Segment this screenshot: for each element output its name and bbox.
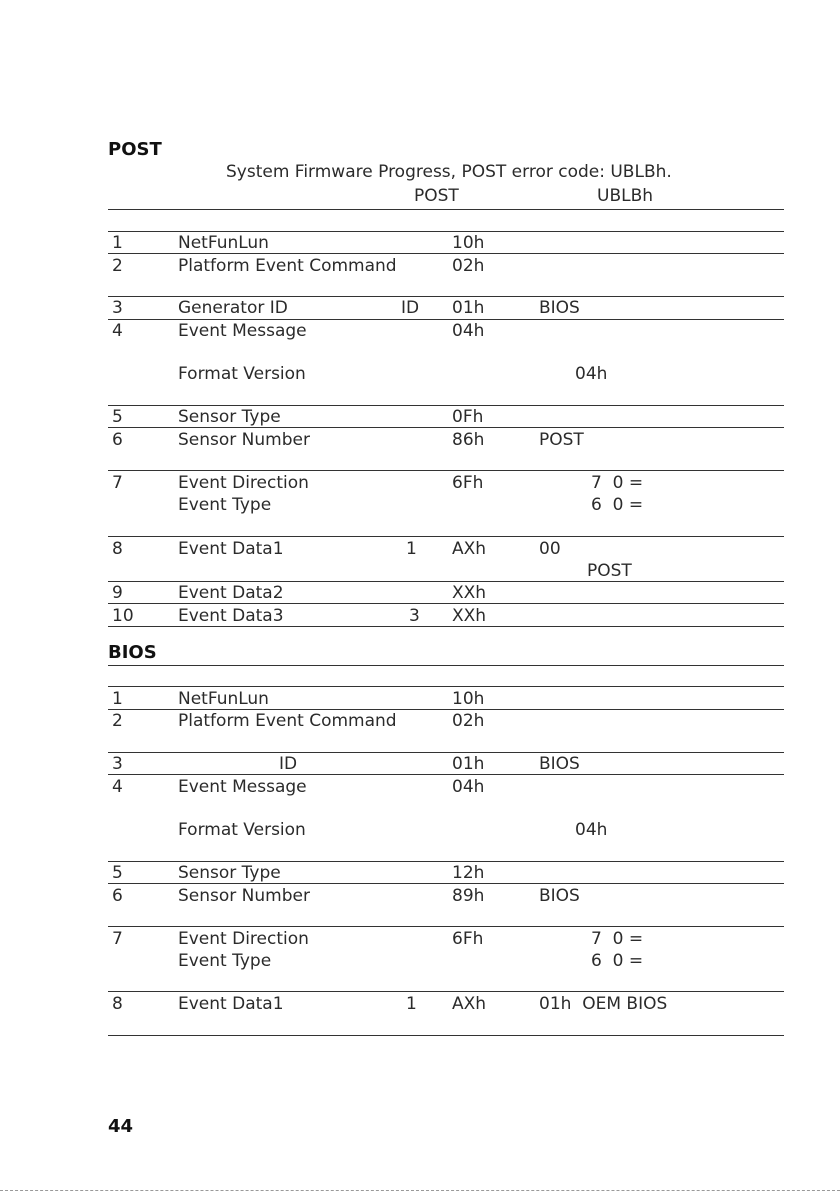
row-byte-label: ID bbox=[401, 298, 420, 318]
row-value: 10h bbox=[452, 233, 485, 253]
row-divider bbox=[108, 581, 784, 582]
row-field-name: Event Data1 bbox=[178, 994, 284, 1014]
row-description: 7 0 = bbox=[591, 473, 644, 493]
row-number: 9 bbox=[112, 583, 123, 603]
row-number: 2 bbox=[112, 256, 123, 276]
row-divider bbox=[108, 991, 784, 992]
row-field-name-extra: Event Type bbox=[178, 951, 272, 971]
row-description-extra: 04h bbox=[575, 820, 608, 840]
row-description-extra: 04h bbox=[575, 364, 608, 384]
post-intro-code: UBLBh bbox=[597, 186, 654, 206]
row-value: XXh bbox=[452, 583, 487, 603]
row-number: 5 bbox=[112, 407, 123, 427]
row-value: 89h bbox=[452, 886, 485, 906]
row-field-name: NetFunLun bbox=[178, 689, 269, 709]
row-description-extra: 6 0 = bbox=[591, 495, 644, 515]
row-value: 86h bbox=[452, 430, 485, 450]
row-value: 02h bbox=[452, 256, 485, 276]
bios-table-header-rule bbox=[108, 686, 784, 687]
row-field-name-extra: Format Version bbox=[178, 820, 306, 840]
row-number: 3 bbox=[112, 298, 123, 318]
row-number: 3 bbox=[112, 754, 123, 774]
row-divider bbox=[108, 427, 784, 428]
row-value: 04h bbox=[452, 777, 485, 797]
row-description: 7 0 = bbox=[591, 929, 644, 949]
post-intro-post: POST bbox=[414, 186, 459, 206]
row-value: 02h bbox=[452, 711, 485, 731]
row-number: 7 bbox=[112, 473, 123, 493]
row-divider bbox=[108, 296, 784, 297]
row-field-name: Event Data2 bbox=[178, 583, 284, 603]
row-value: AXh bbox=[452, 539, 487, 559]
row-field-name: Platform Event Command bbox=[178, 256, 397, 276]
row-field-name: Event Direction bbox=[178, 929, 309, 949]
row-description: BIOS bbox=[539, 886, 580, 906]
row-number: 2 bbox=[112, 711, 123, 731]
row-field-name: Event Data1 bbox=[178, 539, 284, 559]
row-field-name-extra: Event Type bbox=[178, 495, 272, 515]
row-divider bbox=[108, 752, 784, 753]
row-value: 01h bbox=[452, 298, 485, 318]
row-description: 00 bbox=[539, 539, 561, 559]
row-number: 1 bbox=[112, 689, 123, 709]
row-divider bbox=[108, 536, 784, 537]
row-divider bbox=[108, 774, 784, 775]
row-byte-label: 1 bbox=[406, 539, 417, 559]
bios-table-bottom-rule bbox=[108, 1035, 784, 1036]
row-byte-label: 3 bbox=[409, 606, 420, 626]
row-description: 01h OEM BIOS bbox=[539, 994, 668, 1014]
row-value: 6Fh bbox=[452, 473, 484, 493]
row-value: AXh bbox=[452, 994, 487, 1014]
row-field-name: Sensor Type bbox=[178, 863, 281, 883]
row-byte-label: 1 bbox=[406, 994, 417, 1014]
row-description: BIOS bbox=[539, 298, 580, 318]
row-number: 8 bbox=[112, 994, 123, 1014]
row-divider bbox=[108, 319, 784, 320]
row-number: 8 bbox=[112, 539, 123, 559]
row-divider bbox=[108, 253, 784, 254]
row-field-name: Event Direction bbox=[178, 473, 309, 493]
row-number: 4 bbox=[112, 321, 123, 341]
row-field-name: Generator ID bbox=[178, 298, 288, 318]
row-field-name-extra: Format Version bbox=[178, 364, 306, 384]
row-field-name: NetFunLun bbox=[178, 233, 269, 253]
row-number: 1 bbox=[112, 233, 123, 253]
row-value: 01h bbox=[452, 754, 485, 774]
row-number: 6 bbox=[112, 430, 123, 450]
row-field-name: Sensor Type bbox=[178, 407, 281, 427]
row-field-name: Sensor Number bbox=[178, 430, 310, 450]
row-value: 0Fh bbox=[452, 407, 484, 427]
bios-table-top-rule bbox=[108, 665, 784, 666]
row-value: 12h bbox=[452, 863, 485, 883]
page-edge-divider bbox=[0, 1190, 840, 1191]
post-table-bottom-rule bbox=[108, 626, 784, 627]
row-field-name: Platform Event Command bbox=[178, 711, 397, 731]
row-field-name: Sensor Number bbox=[178, 886, 310, 906]
row-divider bbox=[108, 883, 784, 884]
bios-section-heading: BIOS bbox=[108, 642, 157, 663]
row-field-name: Event Message bbox=[178, 777, 307, 797]
row-value: XXh bbox=[452, 606, 487, 626]
row-divider bbox=[108, 926, 784, 927]
post-table-header-rule bbox=[108, 231, 784, 232]
row-divider bbox=[108, 405, 784, 406]
row-description: POST bbox=[539, 430, 584, 450]
row-number: 7 bbox=[112, 929, 123, 949]
row-number: 10 bbox=[112, 606, 134, 626]
row-field-name: Event Message bbox=[178, 321, 307, 341]
row-divider bbox=[108, 470, 784, 471]
post-table-top-rule bbox=[108, 209, 784, 210]
row-field-name: Event Data3 bbox=[178, 606, 284, 626]
row-description-extra: 6 0 = bbox=[591, 951, 644, 971]
row-divider bbox=[108, 709, 784, 710]
page-number: 44 bbox=[108, 1116, 134, 1137]
row-number: 4 bbox=[112, 777, 123, 797]
post-intro-line: System Firmware Progress, POST error code: UBLBh. bbox=[226, 162, 672, 182]
row-description-extra: POST bbox=[587, 561, 632, 581]
row-divider bbox=[108, 861, 784, 862]
post-section-heading: POST bbox=[108, 139, 162, 160]
row-value: 6Fh bbox=[452, 929, 484, 949]
row-number: 5 bbox=[112, 863, 123, 883]
row-field-name: ID bbox=[279, 754, 298, 774]
row-value: 04h bbox=[452, 321, 485, 341]
row-value: 10h bbox=[452, 689, 485, 709]
row-divider bbox=[108, 603, 784, 604]
row-description: BIOS bbox=[539, 754, 580, 774]
row-number: 6 bbox=[112, 886, 123, 906]
